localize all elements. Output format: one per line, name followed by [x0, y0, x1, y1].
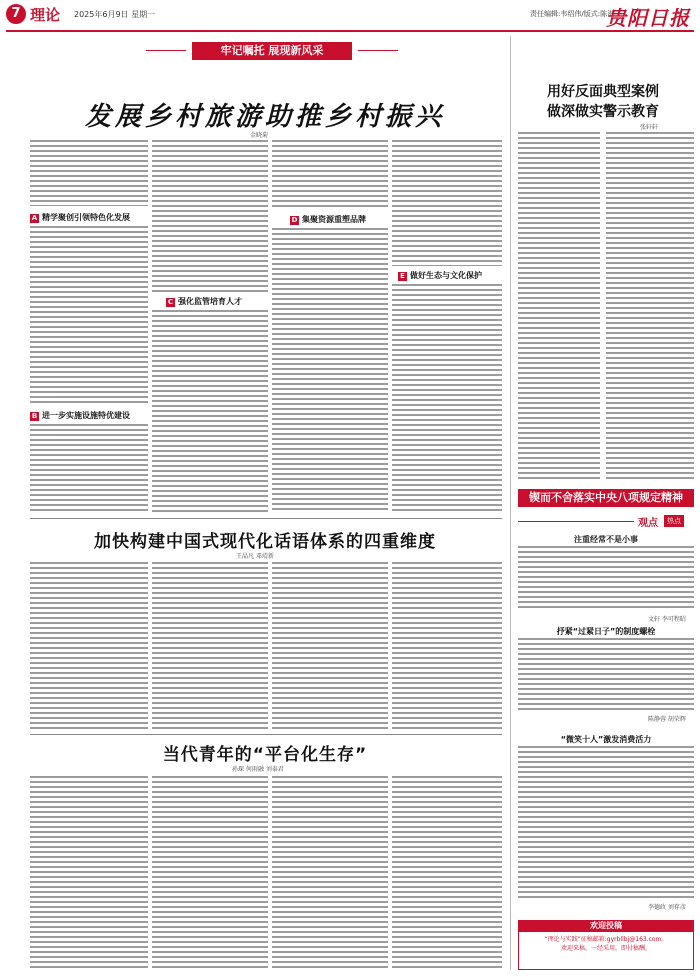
header-rule	[6, 30, 694, 32]
right-article-text	[518, 132, 600, 482]
op2-title: 抒紧“过紧日子”的制度螺栓	[556, 627, 656, 636]
section-title: 理论	[30, 6, 61, 24]
op2-author: 陈静蓉 胡荣辉	[648, 716, 686, 723]
right-article-text	[606, 132, 694, 482]
newspaper-logo: 贵阳日报	[606, 6, 690, 30]
right-headline-line1: 用好反面典型案例	[547, 84, 659, 100]
article2-text	[392, 562, 502, 730]
viewpoint-rule	[518, 521, 634, 522]
topic-banner: 牢记嘱托 展现新风采	[192, 42, 352, 60]
op3-title: “微笑十人”激发消费活力	[560, 735, 652, 744]
article3-text	[152, 776, 268, 970]
issue-date: 2025年6月9日 星期一	[74, 10, 156, 19]
main-author: 金晓菊	[250, 132, 269, 139]
submission-head: 欢迎投稿	[518, 920, 694, 932]
page-number: 7	[6, 4, 26, 24]
article1-text	[152, 310, 268, 512]
article1-text	[392, 140, 502, 266]
article3-text	[392, 776, 502, 970]
article1-subhead-b: B 进一步实施设施特优建设	[31, 411, 130, 420]
op2-text	[518, 638, 694, 710]
article2-text	[272, 562, 388, 730]
article1-subhead-c: C 强化监管培育人才	[167, 297, 242, 306]
article1-subhead-d: D 集聚资源重塑品牌	[291, 215, 366, 224]
article1-subhead-e: E 做好生态与文化保护	[398, 270, 482, 281]
right-headline-line2: 做深做实警示教育	[547, 104, 659, 120]
submission-box	[518, 920, 694, 970]
op1-author: 文轩 李可程昭	[648, 616, 686, 623]
article1-text	[30, 226, 148, 404]
section-divider	[30, 734, 502, 735]
section-divider	[30, 518, 502, 519]
op1-text	[518, 546, 694, 610]
article3-author: 孙琛 何雨融 刘泰君	[232, 766, 284, 773]
article3-headline: 当代青年的“平台化生存”	[162, 745, 368, 765]
article2-text	[30, 562, 148, 730]
slogan-bar: 锲而不舍落实中央八项规定精神	[518, 489, 694, 507]
article2-headline: 加快构建中国式现代化话语体系的四重维度	[94, 532, 436, 552]
op1-title: 注重经常不是小事	[574, 535, 638, 544]
article1-subhead-a: A 精学聚创引领特色化发展	[31, 213, 130, 222]
main-headline: 发展乡村旅游助推乡村振兴	[84, 102, 445, 132]
column-divider	[510, 36, 511, 970]
article1-text	[272, 228, 388, 512]
article3-text	[30, 776, 148, 970]
editor-credit: 责任编辑:韦绍伟/版式:陈滋	[530, 10, 615, 18]
submission-body	[518, 932, 694, 970]
right-headline	[518, 82, 688, 122]
article1-text	[30, 140, 148, 206]
article1-text	[152, 140, 268, 292]
op3-text	[518, 746, 694, 898]
article3-text	[272, 776, 388, 970]
masthead	[0, 0, 700, 30]
article1-text	[392, 284, 502, 512]
op3-author: 李德政 刘存彦	[648, 904, 686, 911]
submission-email: “理论与实践”征稿邮箱:gyrbllbj@163.com。	[544, 936, 668, 943]
viewpoint-tag: 热点	[664, 515, 684, 527]
article1-text	[272, 140, 388, 210]
submission-note: 欢迎来稿，一经采用，即付稿酬。	[560, 945, 651, 952]
viewpoint-header	[518, 514, 694, 528]
article1-text	[30, 424, 148, 512]
viewpoint-label: 观点	[638, 518, 658, 529]
right-author: 张轩轩	[640, 124, 659, 131]
article2-author: 王晶凡 邓靖新	[236, 553, 274, 560]
article2-text	[152, 562, 268, 730]
